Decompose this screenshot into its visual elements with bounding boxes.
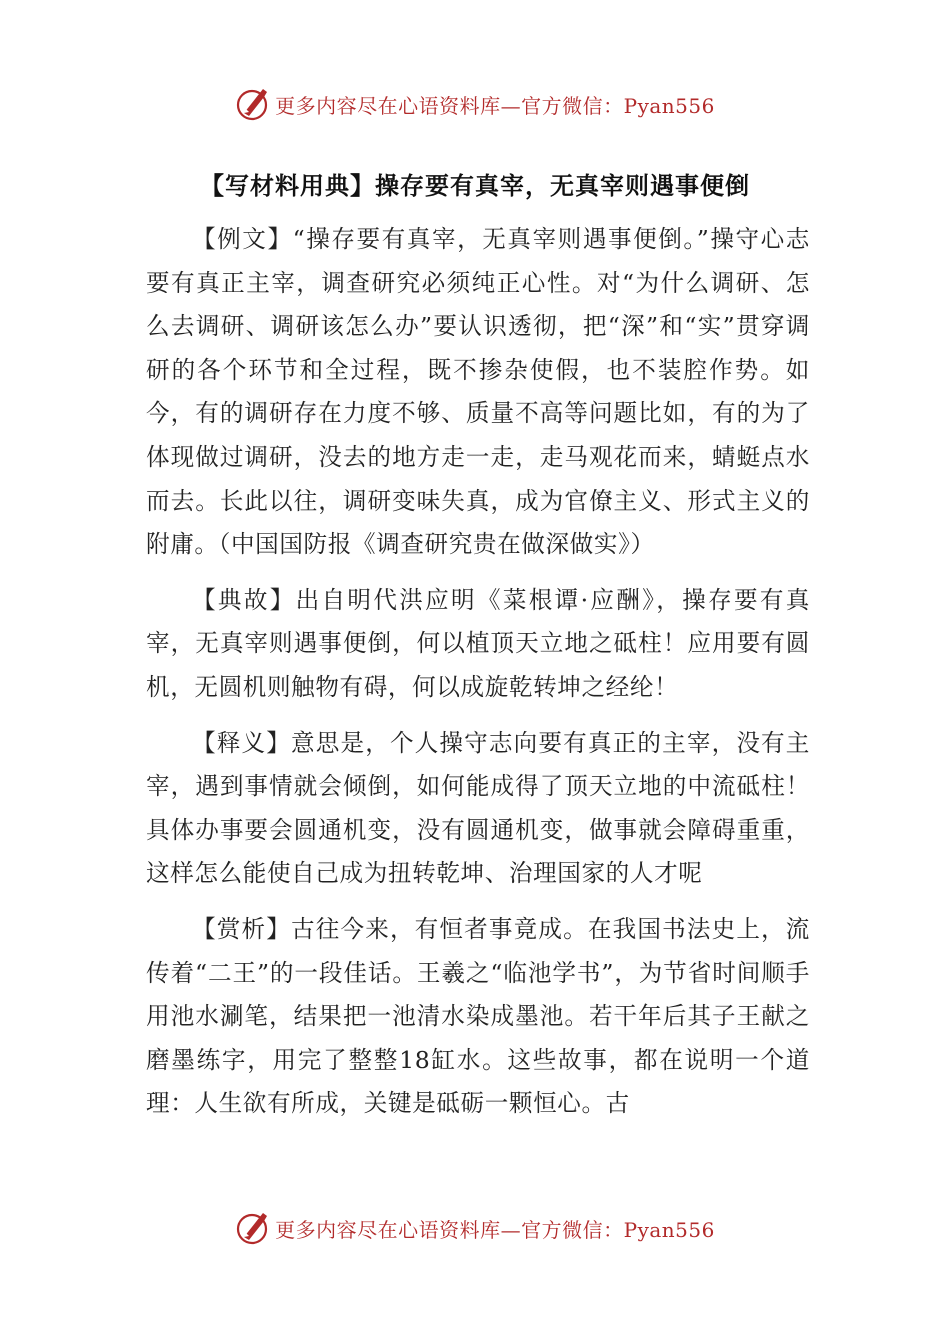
- banner-text: [275, 1214, 715, 1243]
- banner-main: 更多内容尽在心语资料库: [275, 93, 501, 118]
- banner-main: 更多内容尽在心语资料库: [275, 1217, 501, 1242]
- paragraph-source: 【典故】出自明代洪应明《菜根谭·应酬》，操存要有真宰，无真宰则遇事便倒，何以植顶天立地之砥柱！应用要有圆机，无圆机则触物有碍，何以成旋乾转坤之经纶！: [146, 585, 810, 701]
- pen-logo-icon: [235, 86, 271, 122]
- banner-dash: —: [500, 1217, 522, 1242]
- footer-banner: [0, 1208, 950, 1248]
- article-body: [146, 218, 810, 1138]
- banner-wechat: 官方微信：Pyan556: [521, 93, 715, 118]
- banner-dash: —: [500, 93, 522, 118]
- pen-logo-icon: [235, 1210, 271, 1246]
- paragraph-meaning: 【释义】意思是，个人操守志向要有真正的主宰，没有主宰，遇到事情就会倾倒，如何能成得了顶天立地的中流砥柱！具体办事要会圆通机变，没有圆通机变，做事就会障碍重重，这样怎么能使自己成为扭转乾坤、治理国家的人才呢: [146, 728, 810, 888]
- banner-text: [275, 90, 715, 119]
- banner-wechat: 官方微信：Pyan556: [521, 1217, 715, 1242]
- page-title: 【写材料用典】操存要有真宰，无真宰则遇事便倒: [200, 172, 750, 200]
- header-banner: [0, 84, 950, 124]
- paragraph-example: 【例文】“操存要有真宰，无真宰则遇事便倒。”操守心志要有真正主宰，调查研究必须纯正心性。对“为什么调研、怎么去调研、调研该怎么办”要认识透彻，把“深”和“实”贯穿调研的各个环节和全过程，既不掺杂使假，也不装腔作势。如今，有的调研存在力度不够、质量不高等问题比如，有的为了体现做过调研，没去的地方走一走，走马观花而来，蜻蜓点水而去。长此以往，调研变味失真，成为官僚主义、形式主义的附庸。（中国国防报《调查研究贵在做深做实》）: [146, 225, 810, 559]
- paragraph-appreciation: 【赏析】古往今来，有恒者事竟成。在我国书法史上，流传着“二王”的一段佳话。王羲之“临池学书”，为节省时间顺手用池水涮笔，结果把一池清水染成墨池。若干年后其子王献之磨墨练字，用完了整整18缸水。这些故事，都在说明一个道理：人生欲有所成，关键是砥砺一颗恒心。古: [146, 914, 810, 1118]
